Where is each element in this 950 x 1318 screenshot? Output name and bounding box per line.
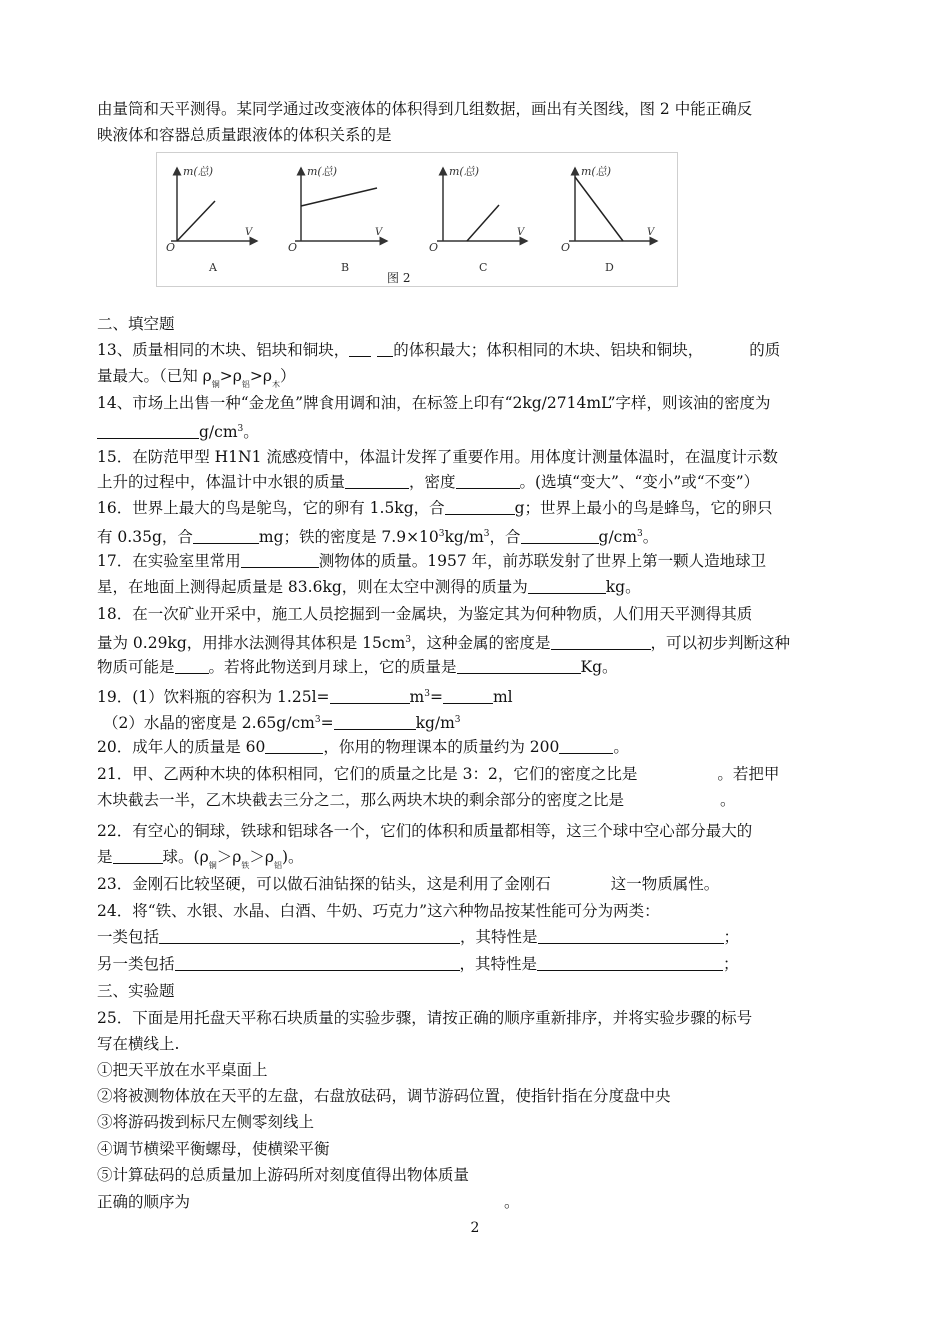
intro-line-2: 映液体和容器总质量跟液体的体积关系的是 <box>97 126 392 144</box>
question-19-line-2: （2）水晶的密度是 $2.65g/cm^3= kg/m^3$ <box>103 714 461 732</box>
graph-b-label: B <box>341 261 350 274</box>
question-19-line-1: 19．(1）饮料瓶的容积为 $1.25l= m^3=$ ml <box>97 688 513 706</box>
graph-c-x-label: V <box>517 227 525 238</box>
q24-blank-group1[interactable] <box>159 927 460 944</box>
intro-line-1: 由量筒和天平测得。某同学通过改变液体的体积得到几组数据，画出有关图线，图 2 中能正确反 <box>97 100 753 118</box>
q19-blank-2[interactable] <box>443 687 493 704</box>
question-13-line-2: 量最大。（已知 $\rho_铜>\rho_铝>\rho_木$） <box>97 367 296 389</box>
q18-blank-mass[interactable] <box>457 657 581 674</box>
graph-d-y-label: m(总) <box>581 165 612 178</box>
graph-a-x-label: V <box>245 227 253 238</box>
q25-answer-line: 正确的顺序为 。 <box>97 1193 520 1211</box>
figure-2 <box>156 152 678 287</box>
graph-d-label: D <box>605 261 614 274</box>
question-16-line-1: 16．世界上最大的鸟是鸵鸟，它的卵有 1.5kg，合 g；世界上最小的鸟是蜂鸟，它的卵只 <box>97 499 773 517</box>
q18-blank-material[interactable] <box>175 657 209 674</box>
q19-blank-3[interactable] <box>334 713 416 730</box>
q16-blank-3[interactable] <box>521 527 599 544</box>
q24-blank-group2[interactable] <box>175 954 460 971</box>
q15-blank-density[interactable] <box>456 472 520 489</box>
question-23: 23．金刚石比较坚硬，可以做石油钻探的钻头，这是利用了金刚石 这一物质属性。 <box>97 875 720 893</box>
q22-blank[interactable] <box>113 847 163 864</box>
q18-blank-density[interactable] <box>551 633 651 650</box>
graph-c-label: C <box>479 261 488 274</box>
question-24-line-3: 另一类包括 ，其特性是 ； <box>97 955 739 973</box>
question-18-line-3: 物质可能是 。若将此物送到月球上，它的质量是 Kg。 <box>97 658 618 676</box>
graph-a-origin: O <box>166 241 176 254</box>
question-21-line-1: 21．甲、乙两种木块的体积相同，它们的质量之比是 3：2，它们的密度之比是 。若把甲 <box>97 765 780 783</box>
question-25-line-1: 25．下面是用托盘天平称石块质量的实验步骤，请按正确的顺序重新排序，并将实验步骤的标号 <box>97 1009 753 1027</box>
q24-blank-property2[interactable] <box>537 954 723 971</box>
q24-blank-property1[interactable] <box>538 927 724 944</box>
question-14-line-1: 14、市场上出售一种“金龙鱼”牌食用调和油，在标签上印有“2kg/2714mL”字样，则该油的密度为 <box>97 394 771 412</box>
question-16-line-2: 有 0.35g，合 mg；铁的密度是 $7.9\times 10^3kg/m^3$，合 $g/cm^3$。 <box>97 528 659 546</box>
question-25-line-2: 写在横线上. <box>97 1035 180 1053</box>
q25-step-2: ②将被测物体放在天平的左盘，右盘放砝码，调节游码位置，使指针指在分度盘中央 <box>97 1087 671 1105</box>
graph-b-x-label: V <box>375 227 383 238</box>
graph-b-y-label: m(总) <box>307 165 338 178</box>
q13-blank-1b[interactable] <box>377 340 393 357</box>
question-18-line-2: 量为 0.29kg，用排水法测得其体积是 $15cm^3$，这种金属的密度是 ，可以初步判断这种 <box>97 634 791 652</box>
question-24-line-2: 一类包括 ，其特性是 ； <box>97 928 740 946</box>
graph-d-x-label: V <box>647 227 655 238</box>
graph-a-y-label: m(总) <box>183 165 214 178</box>
question-18-line-1: 18．在一次矿业开采中，施工人员挖掘到一金属块，为鉴定其为何种物质，人们用天平测得其质 <box>97 605 753 623</box>
figure-caption: 图 2 <box>387 271 411 285</box>
figure-2-graphs <box>157 153 677 286</box>
q13-blank-1a[interactable] <box>349 340 371 357</box>
q25-step-4: ④调节横梁平衡螺母，使横梁平衡 <box>97 1140 330 1158</box>
question-13-line-1: 13、质量相同的木块、铝块和铜块， 的体积最大；体积相同的木块、铝块和铜块， 的质 <box>97 341 781 359</box>
graph-b-origin: O <box>288 241 298 254</box>
q25-step-3: ③将游码拨到标尺左侧零刻线上 <box>97 1113 315 1131</box>
graph-d <box>561 165 657 274</box>
graph-b <box>288 165 387 274</box>
question-24-line-1: 24．将“铁、水银、水晶、白酒、牛奶、巧克力”这六种物品按某性能可分为两类： <box>97 902 660 920</box>
q25-step-1: ①把天平放在水平桌面上 <box>97 1061 268 1079</box>
q14-blank[interactable] <box>97 422 199 439</box>
q25-step-5: ⑤计算砝码的总质量加上游码所对刻度值得出物体质量 <box>97 1166 470 1184</box>
graph-c-origin: O <box>429 241 439 254</box>
q16-blank-1[interactable] <box>445 498 515 515</box>
graph-c <box>429 165 527 274</box>
question-21-line-2: 木块截去一半，乙木块截去三分之二，那么两块木块的剩余部分的密度之比是 。 <box>97 791 736 809</box>
graph-d-origin: O <box>561 241 571 254</box>
graph-a <box>166 165 257 274</box>
page-number: 2 <box>470 1220 480 1236</box>
graph-a-label: A <box>209 261 217 274</box>
section-2-title: 二、填空题 <box>97 315 175 333</box>
question-20: 20．成年人的质量是 60 ，你用的物理课本的质量约为 200 。 <box>97 738 629 756</box>
question-15-line-2: 上升的过程中，体温计中水银的质量 ，密度 。(选填“变大”、“变小”或“不变”） <box>97 473 760 491</box>
graph-c-y-label: m(总) <box>449 165 480 178</box>
question-22-line-2: 是 球。$(\rho_铜>\rho_铁>\rho_铝)$。 <box>97 848 304 870</box>
section-3-title: 三、实验题 <box>97 982 175 1000</box>
q17-blank-2[interactable] <box>528 577 606 594</box>
q20-blank-2[interactable] <box>559 737 613 754</box>
q17-blank-1[interactable] <box>241 551 319 568</box>
question-22-line-1: 22．有空心的铜球，铁球和铝球各一个，它们的体积和质量都相等，这三个球中空心部分最大的 <box>97 822 753 840</box>
q15-blank-mass[interactable] <box>345 472 409 489</box>
q19-blank-1[interactable] <box>330 687 410 704</box>
question-17-line-2: 星，在地面上测得起质量是 83.6kg，则在太空中测得的质量为 kg。 <box>97 578 641 596</box>
question-14-line-2: $g/cm^3$。 <box>97 418 857 443</box>
q16-blank-2[interactable] <box>193 527 259 544</box>
q20-blank-1[interactable] <box>265 737 323 754</box>
question-15-line-1: 15．在防范甲型 H1N1 流感疫情中，体温计发挥了重要作用。用体度计测量体温时，在温度计示数 <box>97 448 778 466</box>
question-17-line-1: 17．在实验室里常用 测物体的质量。1957 年，前苏联发射了世界上第一颗人造地球卫 <box>97 552 767 570</box>
